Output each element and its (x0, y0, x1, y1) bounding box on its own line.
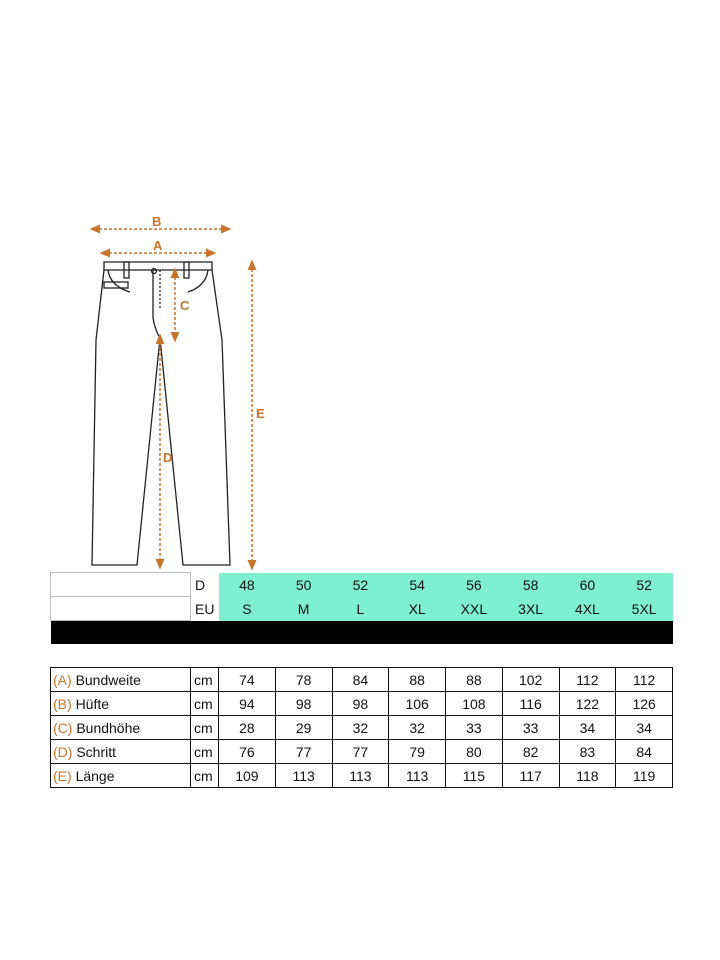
dimension-label-b: B (152, 214, 162, 229)
value-cell: 32 (332, 716, 389, 740)
size-d: 60 (559, 573, 616, 597)
size-d: 48 (219, 573, 276, 597)
table-row (51, 692, 673, 716)
value-cell: 79 (389, 740, 446, 764)
size-d: 50 (275, 573, 332, 597)
measure-label: Schritt (76, 743, 117, 760)
table-corner (51, 597, 191, 621)
table-spacer (51, 644, 673, 668)
size-row-eu (51, 597, 673, 621)
size-eu: XXL (446, 597, 503, 621)
dimension-d (160, 338, 172, 565)
measure-letter: (E) (53, 767, 72, 784)
measure-label: Länge (75, 767, 115, 784)
value-cell: 32 (389, 716, 446, 740)
size-system-eu: EU (195, 600, 215, 617)
pants-outline (92, 262, 230, 565)
size-d: 56 (446, 573, 503, 597)
dimension-label-c: C (180, 298, 190, 313)
measure-label: Bundweite (75, 671, 141, 688)
value-cell: 82 (502, 740, 559, 764)
value-cell: 84 (332, 668, 389, 692)
value-cell: 83 (559, 740, 616, 764)
dimension-c (175, 272, 190, 338)
value-cell: 80 (446, 740, 503, 764)
value-cell: 33 (446, 716, 503, 740)
dimension-b (94, 214, 227, 229)
value-cell: 117 (502, 764, 559, 788)
value-cell: 84 (616, 740, 673, 764)
value-cell: 113 (332, 764, 389, 788)
dimension-label-d: D (163, 450, 173, 465)
unit-cell: cm (191, 740, 219, 764)
value-cell: 98 (275, 692, 332, 716)
unit-cell: cm (191, 764, 219, 788)
value-cell: 106 (389, 692, 446, 716)
measure-letter: (C) (53, 719, 73, 736)
measure-name (51, 764, 191, 788)
value-cell: 122 (559, 692, 616, 716)
measure-letter: (B) (53, 695, 72, 712)
size-row-d (51, 573, 673, 597)
value-cell: 119 (616, 764, 673, 788)
size-eu: L (332, 597, 389, 621)
size-eu: M (275, 597, 332, 621)
value-cell: 34 (616, 716, 673, 740)
size-eu: XL (389, 597, 446, 621)
dimension-label-e: E (256, 406, 265, 421)
value-cell: 112 (559, 668, 616, 692)
measure-name (51, 692, 191, 716)
value-cell: 94 (219, 692, 276, 716)
table-separator (51, 621, 673, 645)
size-d: 54 (389, 573, 446, 597)
size-eu: 5XL (616, 597, 673, 621)
value-cell: 28 (219, 716, 276, 740)
table-row (51, 716, 673, 740)
value-cell: 76 (219, 740, 276, 764)
value-cell: 34 (559, 716, 616, 740)
value-cell: 102 (502, 668, 559, 692)
value-cell: 29 (275, 716, 332, 740)
measure-name (51, 740, 191, 764)
value-cell: 78 (275, 668, 332, 692)
size-eu: S (219, 597, 276, 621)
value-cell: 113 (389, 764, 446, 788)
size-table (50, 572, 673, 788)
value-cell: 126 (616, 692, 673, 716)
value-cell: 88 (446, 668, 503, 692)
size-system-d: D (195, 576, 206, 593)
measure-label: Bundhöhe (76, 719, 141, 736)
unit-cell: cm (191, 668, 219, 692)
value-cell: 113 (275, 764, 332, 788)
value-cell: 116 (502, 692, 559, 716)
measure-label: Hüfte (75, 695, 110, 712)
dimension-a (104, 238, 212, 253)
value-cell: 77 (275, 740, 332, 764)
unit-cell: cm (191, 692, 219, 716)
value-cell: 109 (219, 764, 276, 788)
table-row (51, 740, 673, 764)
measure-letter: (D) (53, 743, 73, 760)
size-eu: 4XL (559, 597, 616, 621)
table-row (51, 668, 673, 692)
value-cell: 33 (502, 716, 559, 740)
value-cell: 112 (616, 668, 673, 692)
dimension-e (252, 264, 265, 566)
dimension-label-a: A (153, 238, 163, 253)
value-cell: 98 (332, 692, 389, 716)
value-cell: 108 (446, 692, 503, 716)
size-eu: 3XL (502, 597, 559, 621)
size-d: 52 (332, 573, 389, 597)
value-cell: 74 (219, 668, 276, 692)
table-row (51, 764, 673, 788)
measure-name (51, 716, 191, 740)
unit-cell: cm (191, 716, 219, 740)
value-cell: 118 (559, 764, 616, 788)
value-cell: 77 (332, 740, 389, 764)
measure-letter: (A) (53, 671, 72, 688)
value-cell: 88 (389, 668, 446, 692)
value-cell: 115 (446, 764, 503, 788)
size-d: 58 (502, 573, 559, 597)
table-corner (51, 573, 191, 597)
size-d: 52 (616, 573, 673, 597)
measure-name (51, 668, 191, 692)
